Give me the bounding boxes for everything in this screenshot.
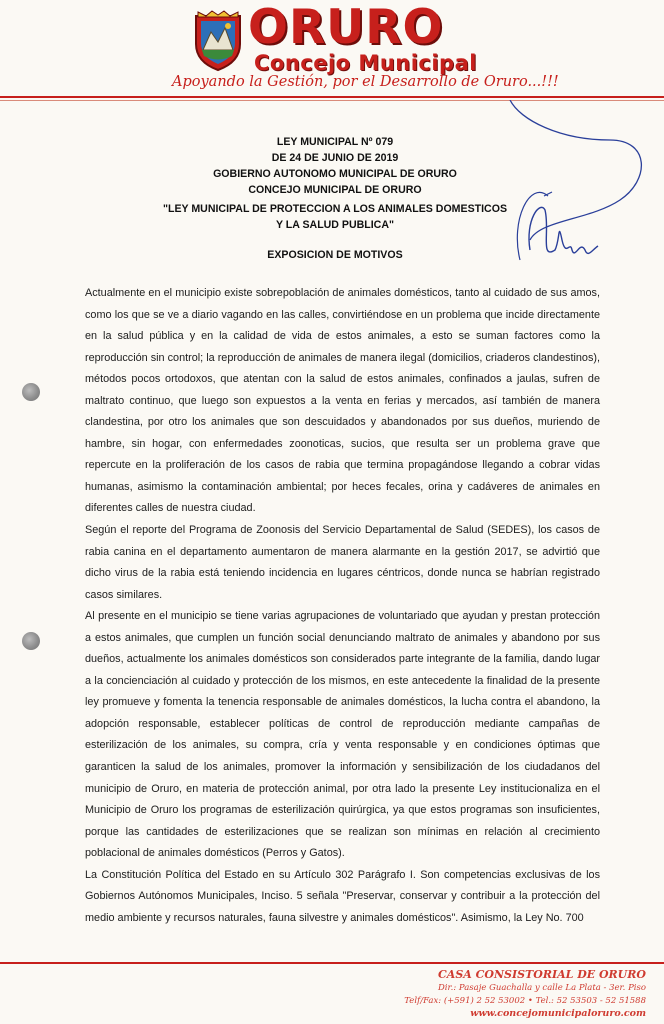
paragraph: La Constitución Política del Estado en su Artículo 302 Parágrafo I. Son competencias exclusivas de los Gobiernos Autónomos Municipales, Inciso. 5 señala "Preservar, conservar y contribuir a la protección del medio ambiente y recursos naturales, fauna silvestre y animales domésticos". Asimismo, la Ley No. 700 [85,868,600,924]
law-title-line-1: "LEY MUNICIPAL DE PROTECCION A LOS ANIMALES DOMESTICOS [162,203,508,215]
brand-subtitle: Concejo Municipal [254,51,477,75]
law-date: DE 24 DE JUNIO DE 2019 [271,152,399,164]
paragraph: Al presente en el municipio se tiene varias agrupaciones de voluntariado que ayudan y prestan protección a estos animales, que cumplen un función social denunciando maltrato de animales y abandono por sus dueños, actualmente los animales domésticos son considerados parte integrante de la familia, dando lugar a la concienciación al cuidado y protección de los mismos, en este antecedente la finalidad de la presente ley promueve y fomenta la tenencia responsable de animales domésticos, la lucha contra el abandono, la adopción responsable, establecer políticas de control de reproducción mediante campañas de esterilización de los animales, su compra, cría y venta responsable y en condiciones óptimas que garanticen la salud de los animales, promover la información y sensibilización de los ciudadanos del municipio de Oruro, en materia de protección animal, por otra lado la presente Ley institucionaliza en el Municipio de Oruro los programas de esterilización quirúrgica, ya que estos programas son insuficientes, porque las cantidades de esterilizaciones que se realizan son mínimas en relación al crecimiento poblacional de animales domésticos (Perros y Gatos). [85,610,600,860]
paragraph: Según el reporte del Programa de Zoonosis del Servicio Departamental de Salud (SEDES), los casos de rabia canina en el departamento aumentaron de manera alarmante en la gestión 2017, se advirtió que dicho virus de la rabia está teniendo incidencia en lugares céntricos, donde nunca se habrían registrado casos similares. [85,524,600,601]
footer-address: Dir.: Pasaje Guachalla y calle La Plata - 3er. Piso [437,983,646,993]
footer-house: CASA CONSISTORIAL DE ORURO [438,968,646,981]
header-rule [0,96,664,98]
section-heading: EXPOSICION DE MOTIVOS [267,249,403,261]
government-name: GOBIERNO AUTONOMO MUNICIPAL DE ORURO [213,168,457,180]
footer-phones: Telf/Fax: (+591) 2 52 53002 • Tel.: 52 53503 - 52 51588 [404,996,646,1006]
footer-website-link[interactable]: www.concejomunicipaloruro.com [470,1008,646,1019]
council-name: CONCEJO MUNICIPAL DE ORURO [248,184,422,196]
brand-title: ORURO [248,0,444,55]
paragraph: Actualmente en el municipio existe sobrepoblación de animales domésticos, tanto al cuidado de sus amos, como los que se ve a diario vagando en las calles, convirtiéndose en un problema que incide directamente en la salud pública y en la calidad de vida de estos animales, a esto se suman factores como la reproducción sin control; la reproducción de animales de manera ilegal (domicilios, criaderos clandestinos), métodos pocos ortodoxos, que atentan con la salud de estos animales, confinados a jaulas, sufren de maltrato continuo, que luego son expuestos a la venta en ferias y mercados, así también de manera clandestina, por otro los animales que son descuidados y abandonados por sus dueños, muriendo de hambre, sin hogar, con enfermedades zoonoticas, sucios, que resulta ser un problema grave que repercute en la proliferación de los casos de rabia que termina propagándose llegando a cobrar vidas humanas, asimismo la contaminación ambiental; por heces fecales, orina y cadáveres de animales en diferentes calles de nuestra ciudad. [85,287,600,515]
handwritten-signature-icon [500,100,660,300]
law-title-line-2: Y LA SALUD PUBLICA" [275,219,395,231]
footer-rule [0,962,664,964]
punch-hole [22,632,40,650]
footer [0,962,664,1024]
letterhead [0,0,664,105]
oruro-crest-icon [192,10,244,72]
law-title [100,201,570,233]
document-body [85,283,600,929]
law-number: LEY MUNICIPAL Nº 079 [276,136,394,148]
law-heading [100,134,570,198]
brand-slogan: Apoyando la Gestión, por el Desarrollo de Oruro...!!! [172,74,559,90]
punch-hole [22,383,40,401]
